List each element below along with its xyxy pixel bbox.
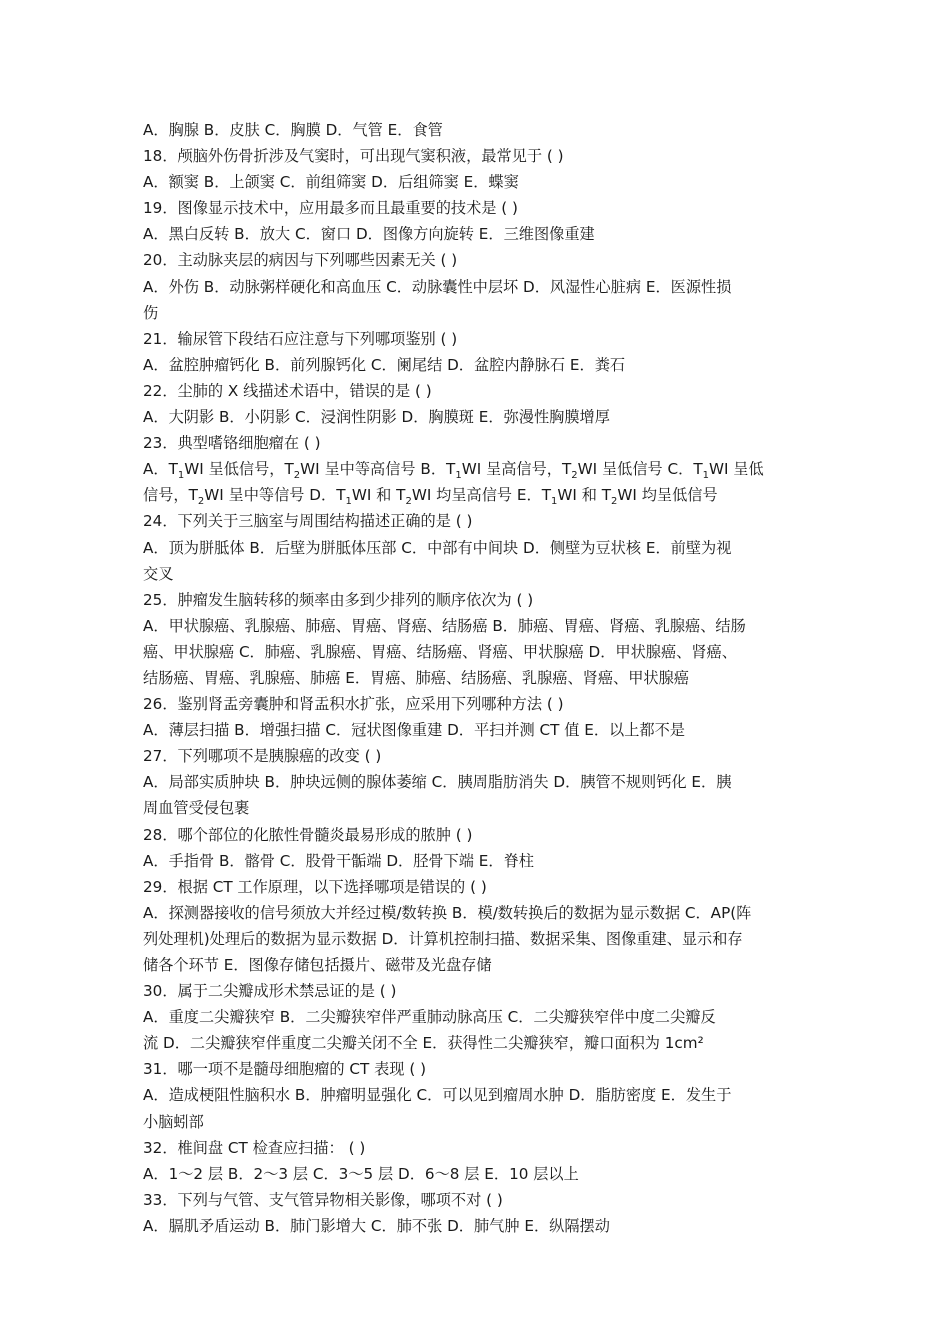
question-stem: 20．主动脉夹层的病因与下列哪些因素无关 ( ) bbox=[143, 251, 458, 270]
option-text: 信号，T bbox=[143, 486, 198, 505]
options-line: A．薄层扫描 B．增强扫描 C．冠状图像重建 D．平扫并测 CT 值 E．以上都不是 bbox=[143, 721, 685, 740]
options-line bbox=[143, 456, 809, 482]
options-line bbox=[143, 482, 809, 508]
document-page bbox=[143, 117, 809, 1239]
options-line: A．1～2 层 B．2～3 层 C．3～5 层 D．6～8 层 E．10 层以上 bbox=[143, 1164, 579, 1183]
question-block bbox=[143, 691, 809, 743]
question-block bbox=[143, 874, 809, 978]
options-line: A．外伤 B．动脉粥样硬化和高血压 C．动脉囊性中层坏 D．风湿性心脏病 E．医源性损 bbox=[143, 277, 732, 296]
question-stem: 28．哪个部位的化脓性骨髓炎最易形成的脓肿 ( ) bbox=[143, 825, 473, 844]
question-stem: 23．典型嗜铬细胞瘤在 ( ) bbox=[143, 434, 321, 453]
subscript-text: 2 bbox=[405, 496, 412, 508]
options-line: 伤 bbox=[143, 303, 159, 322]
options-line: 结肠癌、胃癌、乳腺癌、肺癌 E．胃癌、肺癌、结肠癌、乳腺癌、肾癌、甲状腺癌 bbox=[143, 668, 689, 687]
question-stem: 31．哪一项不是髓母细胞瘤的 CT 表现 ( ) bbox=[143, 1060, 426, 1079]
option-text: WI 和 T bbox=[351, 486, 406, 505]
question-block bbox=[143, 326, 809, 378]
question-stem: 22．尘肺的 X 线描述术语中，错误的是 ( ) bbox=[143, 381, 432, 400]
option-text: WI 和 T bbox=[557, 486, 611, 505]
question-stem: 30．属于二尖瓣成形术禁忌证的是 ( ) bbox=[143, 982, 397, 1001]
subscript-text: 1 bbox=[177, 470, 185, 482]
options-line: A．额窦 B．上颌窦 C．前组筛窦 D．后组筛窦 E．蝶窦 bbox=[143, 173, 519, 192]
option-text: WI 呈低信号 C．T bbox=[577, 460, 703, 479]
options-line: 流 D．二尖瓣狭窄伴重度二尖瓣关闭不全 E．获得性二尖瓣狭窄，瓣口面积为 1cm² bbox=[143, 1034, 704, 1053]
question-block bbox=[143, 743, 809, 821]
options-line: 列处理机)处理后的数据为显示数据 D．计算机控制扫描、数据采集、图像重建、显示和存 bbox=[143, 929, 743, 948]
option-text: WI 呈中等高信号 B．T bbox=[300, 460, 456, 479]
question-stem: 24．下列关于三脑室与周围结构描述正确的是 ( ) bbox=[143, 512, 473, 531]
question-block bbox=[143, 143, 809, 195]
option-text: WI 均呈低信号 bbox=[617, 486, 718, 505]
options-line: A．膈肌矛盾运动 B．肺门影增大 C．肺不张 D．肺气肿 E．纵隔摆动 bbox=[143, 1216, 610, 1235]
option-text: A．T bbox=[143, 460, 178, 479]
option-text: WI 呈低信号，T bbox=[184, 460, 294, 479]
question-block bbox=[143, 822, 809, 874]
options-line: A．探测器接收的信号须放大并经过模/数转换 B．模/数转换后的数据为显示数据 C．AP(阵 bbox=[143, 903, 752, 922]
option-text: WI 呈中等信号 D．T bbox=[204, 486, 346, 505]
subscript-text: 1 bbox=[345, 496, 352, 508]
options-block bbox=[143, 117, 809, 143]
options-line: 储各个环节 E．图像存储包括摄片、磁带及光盘存储 bbox=[143, 956, 492, 974]
question-stem: 25．肿瘤发生脑转移的频率由多到少排列的顺序依次为 ( ) bbox=[143, 590, 534, 609]
options-line: A．大阴影 B．小阴影 C．浸润性阴影 D．胸膜斑 E．弥漫性胸膜增厚 bbox=[143, 408, 610, 427]
options-line: 周血管受侵包裹 bbox=[143, 799, 250, 818]
options-line: A．甲状腺癌、乳腺癌、肺癌、胃癌、肾癌、结肠癌 B．肺癌、胃癌、肾癌、乳腺癌、结肠 bbox=[143, 616, 746, 635]
question-block bbox=[143, 978, 809, 1056]
option-text: WI 呈低 bbox=[708, 460, 764, 479]
question-block bbox=[143, 378, 809, 430]
subscript-text: 2 bbox=[611, 496, 618, 508]
options-line: A．重度二尖瓣狭窄 B．二尖瓣狭窄伴严重肺动脉高压 C．二尖瓣狭窄伴中度二尖瓣反 bbox=[143, 1008, 716, 1027]
options-line: A．顶为胼胝体 B．后壁为胼胝体压部 C．中部有中间块 D．侧壁为豆状核 E．前壁为视 bbox=[143, 538, 732, 557]
question-block bbox=[143, 1135, 809, 1187]
question-stem: 33．下列与气管、支气管异物相关影像，哪项不对 ( ) bbox=[143, 1190, 503, 1209]
subscript-text: 2 bbox=[571, 470, 578, 482]
question-stem: 32．椎间盘 CT 检查应扫描： ( ) bbox=[143, 1138, 366, 1157]
question-stem: 21．输尿管下段结石应注意与下列哪项鉴别 ( ) bbox=[143, 329, 458, 348]
options-line: A．造成梗阻性脑积水 B．肿瘤明显强化 C．可以见到瘤周水肿 D．脂肪密度 E．发生于 bbox=[143, 1086, 732, 1105]
question-stem: 19．图像显示技术中，应用最多而且最重要的技术是 ( ) bbox=[143, 199, 518, 218]
question-block bbox=[143, 195, 809, 247]
question-block bbox=[143, 587, 809, 691]
subscript-text: 1 bbox=[551, 496, 558, 508]
question-block bbox=[143, 508, 809, 586]
subscript-text: 1 bbox=[455, 470, 462, 482]
question-stem: 27．下列哪项不是胰腺癌的改变 ( ) bbox=[143, 747, 382, 766]
question-block bbox=[143, 247, 809, 325]
options-line: 癌、甲状腺癌 C．肺癌、乳腺癌、胃癌、结肠癌、肾癌、甲状腺癌 D．甲状腺癌、肾癌、 bbox=[143, 642, 737, 661]
question-stem: 26．鉴别肾盂旁囊肿和肾盂积水扩张，应采用下列哪种方法 ( ) bbox=[143, 695, 564, 714]
question-block bbox=[143, 1056, 809, 1134]
subscript-text: 2 bbox=[197, 496, 205, 508]
subscript-text: 2 bbox=[293, 470, 301, 482]
options-line: 交叉 bbox=[143, 564, 174, 583]
options-line: A．局部实质肿块 B．肿块远侧的腺体萎缩 C．胰周脂肪消失 D．胰管不规则钙化 E．胰 bbox=[143, 773, 732, 792]
question-stem: 18．颅脑外伤骨折涉及气窦时，可出现气窦积液，最常见于 ( ) bbox=[143, 147, 564, 166]
question-block bbox=[143, 430, 809, 508]
options-line: A．胸腺 B．皮肤 C．胸膜 D．气管 E．食管 bbox=[143, 121, 443, 139]
option-text: WI 呈高信号，T bbox=[461, 460, 572, 479]
options-line: A．盆腔肿瘤钙化 B．前列腺钙化 C．阑尾结 D．盆腔内静脉石 E．粪石 bbox=[143, 355, 626, 374]
option-text: WI 均呈高信号 E．T bbox=[411, 486, 551, 505]
question-stem: 29．根据 CT 工作原理，以下选择哪项是错误的 ( ) bbox=[143, 877, 487, 896]
subscript-text: 1 bbox=[702, 470, 709, 482]
options-line: A．黑白反转 B．放大 C．窗口 D．图像方向旋转 E．三维图像重建 bbox=[143, 225, 595, 244]
options-line: A．手指骨 B．髂骨 C．股骨干骺端 D．胫骨下端 E．脊柱 bbox=[143, 851, 534, 870]
options-line: 小脑蚓部 bbox=[143, 1112, 204, 1131]
question-block bbox=[143, 1187, 809, 1239]
